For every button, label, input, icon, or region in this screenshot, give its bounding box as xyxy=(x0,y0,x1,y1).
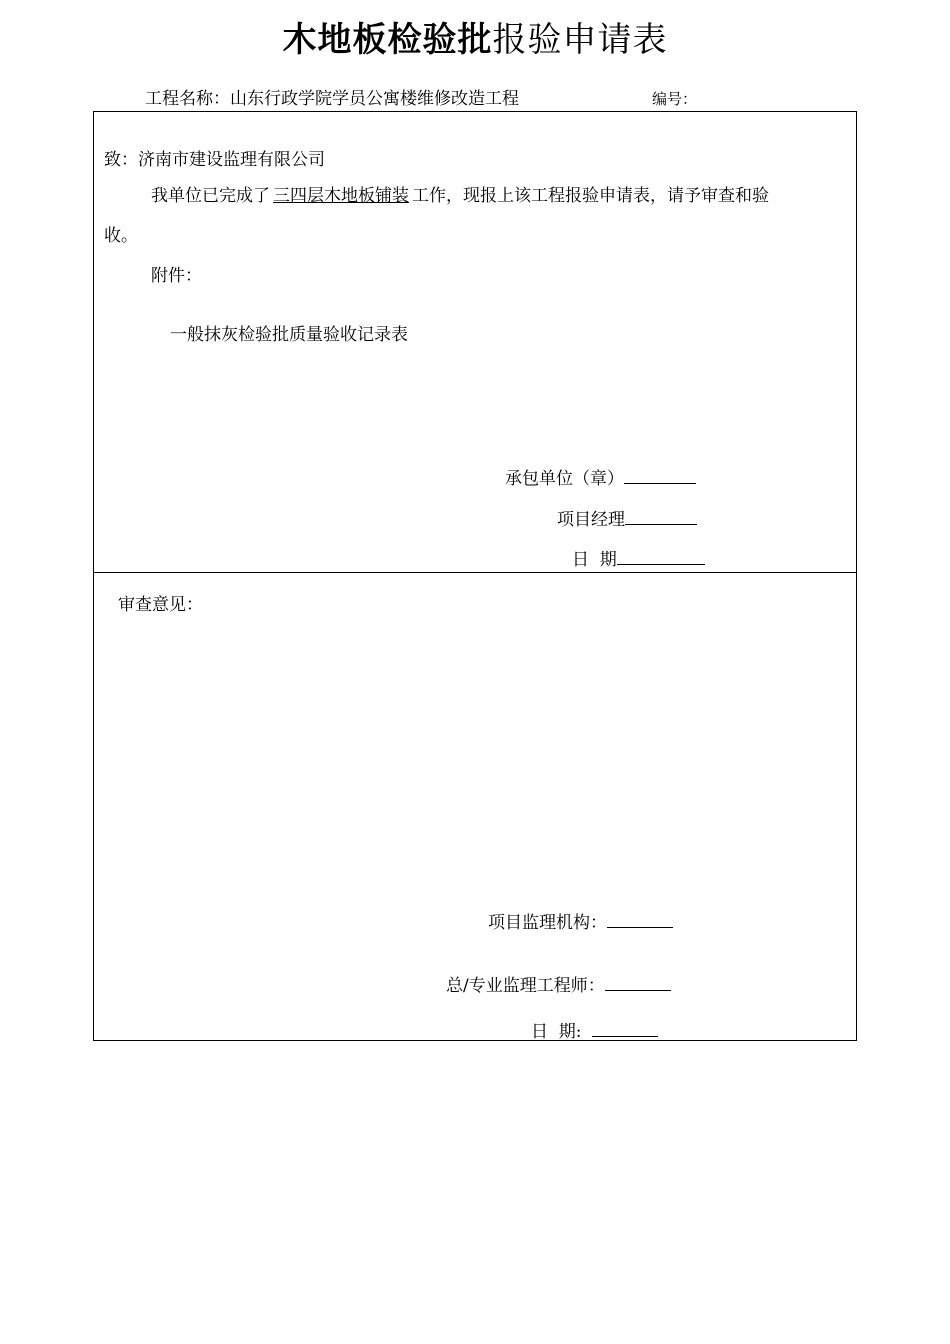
to-label: 致： xyxy=(104,150,138,170)
manager-blank[interactable] xyxy=(625,506,697,525)
title-bold-part: 木地板检验批 xyxy=(282,20,493,60)
review-date-label: 日 期: xyxy=(531,1022,582,1042)
contractor-label: 承包单位（章） xyxy=(505,469,624,489)
to-recipient: 济南市建设监理有限公司 xyxy=(138,150,325,170)
number-label: 编号： xyxy=(652,90,698,108)
body-continuation: 收。 xyxy=(104,226,138,246)
contractor-signature-line xyxy=(505,465,696,490)
supervising-engineer-blank[interactable] xyxy=(605,972,671,991)
supervision-org-label: 项目监理机构： xyxy=(488,913,607,933)
review-date-line xyxy=(531,1018,658,1043)
review-date-blank[interactable] xyxy=(592,1018,658,1037)
supervision-org-blank[interactable] xyxy=(607,909,673,928)
recipient-line xyxy=(104,149,325,171)
contractor-blank[interactable] xyxy=(624,465,696,484)
review-section xyxy=(93,572,857,1041)
attachment-label: 附件： xyxy=(151,266,202,286)
manager-label: 项目经理 xyxy=(557,510,625,530)
application-date-label: 日 期 xyxy=(572,550,617,570)
opinion-label: 审查意见： xyxy=(118,595,203,615)
project-name: 山东行政学院学员公寓楼维修改造工程 xyxy=(230,89,519,109)
application-body-line xyxy=(151,185,769,207)
supervising-engineer-label: 总/专业监理工程师： xyxy=(446,976,605,996)
application-date-blank[interactable] xyxy=(617,546,705,565)
document-title xyxy=(0,18,950,62)
attachment-item: 一般抹灰检验批质量验收记录表 xyxy=(170,325,408,345)
title-normal-part: 报验申请表 xyxy=(492,20,668,60)
body-prefix: 我单位已完成了 xyxy=(151,186,270,206)
application-section xyxy=(93,111,857,573)
work-item: 三四层木地板铺装 xyxy=(273,186,409,206)
project-name-line xyxy=(145,88,519,110)
manager-signature-line xyxy=(557,506,697,531)
supervision-org-line xyxy=(488,909,673,934)
application-date-line xyxy=(572,546,705,571)
body-suffix: 工作，现报上该工程报验申请表，请予审查和验 xyxy=(412,186,769,206)
project-label: 工程名称： xyxy=(145,89,230,109)
supervising-engineer-line xyxy=(446,972,671,997)
